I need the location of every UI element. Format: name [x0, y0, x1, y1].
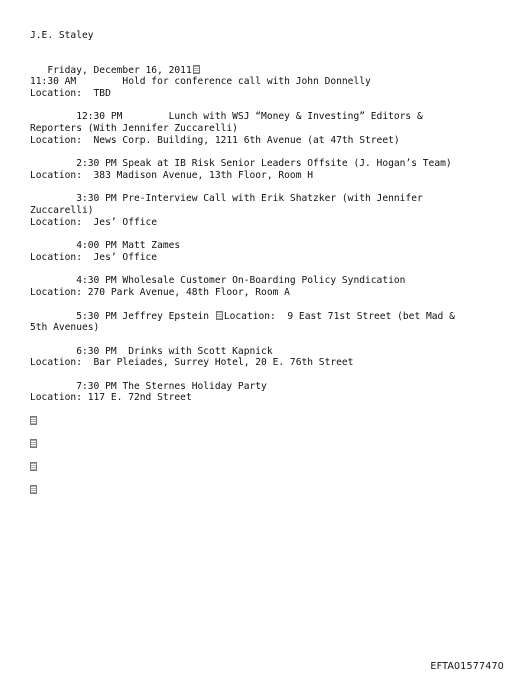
unrendered-glyph-icon	[30, 416, 37, 425]
date-line: Friday, December 16, 2011	[30, 64, 192, 76]
document-owner: J.E. Staley	[30, 30, 94, 41]
unrendered-glyph-icon	[30, 439, 37, 448]
event-1600	[30, 240, 500, 263]
event-1830	[30, 346, 500, 369]
event-time-title: 6:30 PM Drinks with Scott Kapnick	[30, 345, 273, 357]
event-time-title: 4:00 PM Matt Zames	[30, 240, 181, 252]
event-time-title: 2:30 PM Speak at IB Risk Senior Leaders Offsite (J. Hogan’s Team)	[30, 158, 452, 170]
unrendered-glyph-icon	[30, 485, 37, 494]
event-location: Location: 117 E. 72nd Street	[30, 392, 192, 404]
glyph-marker-list	[30, 416, 500, 494]
unrendered-glyph-icon	[30, 462, 37, 471]
event-location: Location: 270 Park Avenue, 48th Floor, Room A	[30, 286, 290, 298]
event-time-title: 7:30 PM The Sternes Holiday Party	[30, 380, 267, 392]
event-1130	[30, 76, 500, 99]
event-location: Location: Jes’ Office	[30, 216, 158, 228]
event-location-inline: Location: 9 East 71st Street (bet Mad &	[223, 310, 455, 322]
event-time-title: 3:30 PM Pre-Interview Call with Erik Shatzker (with Jennifer	[30, 193, 423, 205]
event-time-title: 12:30 PM Lunch with WSJ “Money & Investing” Editors &	[30, 111, 423, 123]
document-id-footer: EFTA01577470	[430, 661, 504, 672]
event-location: Location: News Corp. Building, 1211 6th Avenue (at 47th Street)	[30, 134, 400, 146]
event-location: Location: 383 Madison Avenue, 13th Floor, Room H	[30, 169, 314, 181]
unrendered-glyph-icon	[193, 65, 200, 74]
event-1630	[30, 275, 500, 298]
event-location: Location: Bar Pleiades, Surrey Hotel, 20 E. 76th Street	[30, 357, 354, 369]
event-time-title: 5:30 PM Jeffrey Epstein	[30, 310, 215, 322]
event-1430	[30, 158, 500, 181]
event-location-continued: 5th Avenues)	[30, 322, 100, 334]
event-title-continued: Zuccarelli)	[30, 204, 94, 216]
event-1230	[30, 111, 500, 146]
event-location: Location: Jes’ Office	[30, 251, 158, 263]
event-1730	[30, 311, 500, 334]
document-page	[30, 30, 500, 508]
event-title-continued: Reporters (With Jennifer Zuccarelli)	[30, 122, 238, 134]
date-header	[30, 65, 500, 77]
event-1530	[30, 193, 500, 228]
event-time-title: 11:30 AM Hold for conference call with John Donnelly	[30, 76, 371, 88]
event-1930	[30, 381, 500, 404]
unrendered-glyph-icon	[216, 311, 223, 320]
event-time-title: 4:30 PM Wholesale Customer On-Boarding Policy Syndication	[30, 275, 406, 287]
event-location: Location: TBD	[30, 87, 111, 99]
event-list	[30, 76, 500, 404]
